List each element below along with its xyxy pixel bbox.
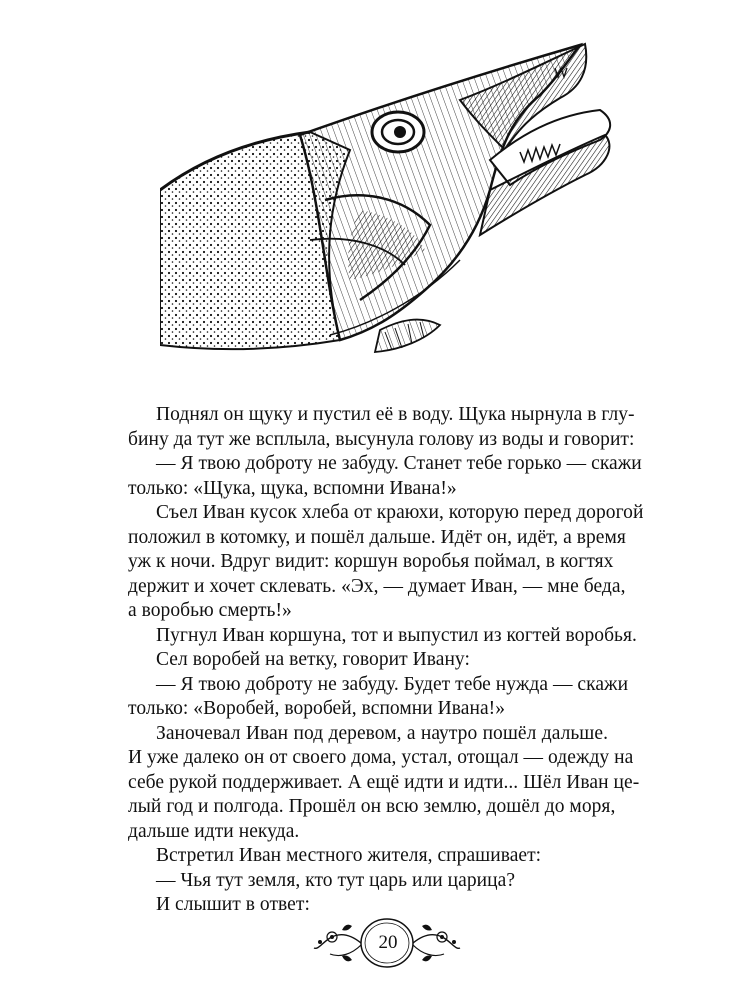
text-line: только: «Щука, щука, вспомни Ивана!» bbox=[128, 477, 457, 499]
text-line: а воробью смерть!» bbox=[128, 600, 292, 621]
text-line: Поднял он щуку и пустил её в воду. Щука нырнула в глу- bbox=[156, 404, 635, 425]
pike-head-illustration bbox=[160, 40, 640, 360]
text-line: Встретил Иван местного жителя, спрашивает: bbox=[156, 845, 542, 866]
text-line: бину да тут же всплыла, высунула голову из воды и говорит: bbox=[128, 428, 635, 450]
text-line: себе рукой поддерживает. А ещё идти и идти... Шёл Иван це- bbox=[128, 771, 640, 793]
page-number: 20 bbox=[378, 932, 398, 953]
text-line: Сел воробей на ветку, говорит Ивану: bbox=[156, 649, 470, 670]
story-text bbox=[128, 403, 644, 918]
text-line: Пугнул Иван коршуна, тот и выпустил из когтей воробья. bbox=[156, 624, 637, 646]
text-line: Заночевал Иван под деревом, а наутро пошёл дальше. bbox=[156, 722, 608, 744]
text-line: — Чья тут земля, кто тут царь или царица? bbox=[156, 869, 516, 891]
text-line: И слышит в ответ: bbox=[156, 894, 310, 915]
text-line: дальше идти некуда. bbox=[128, 820, 300, 842]
text-line: только: «Воробей, воробей, вспомни Ивана!» bbox=[128, 698, 506, 719]
text-line: Съел Иван кусок хлеба от краюхи, которую перед дорогой bbox=[156, 502, 644, 523]
text-line: — Я твою доброту не забуду. Будет тебе нужда — скажи bbox=[156, 673, 629, 695]
text-line: — Я твою доброту не забуду. Станет тебе горько — скажи bbox=[156, 453, 642, 474]
text-line: держит и хочет склевать. «Эх, — думает Иван, — мне беда, bbox=[128, 575, 626, 597]
text-line: положил в котомку, и пошёл дальше. Идёт он, идёт, а время bbox=[128, 526, 626, 548]
text-line: уж к ночи. Вдруг видит: коршун воробья поймал, в когтях bbox=[128, 551, 614, 572]
text-line: лый год и полгода. Прошёл он всю землю, дошёл до моря, bbox=[128, 796, 616, 817]
text-line: И уже далеко он от своего дома, устал, отощал — одежду на bbox=[128, 747, 634, 768]
